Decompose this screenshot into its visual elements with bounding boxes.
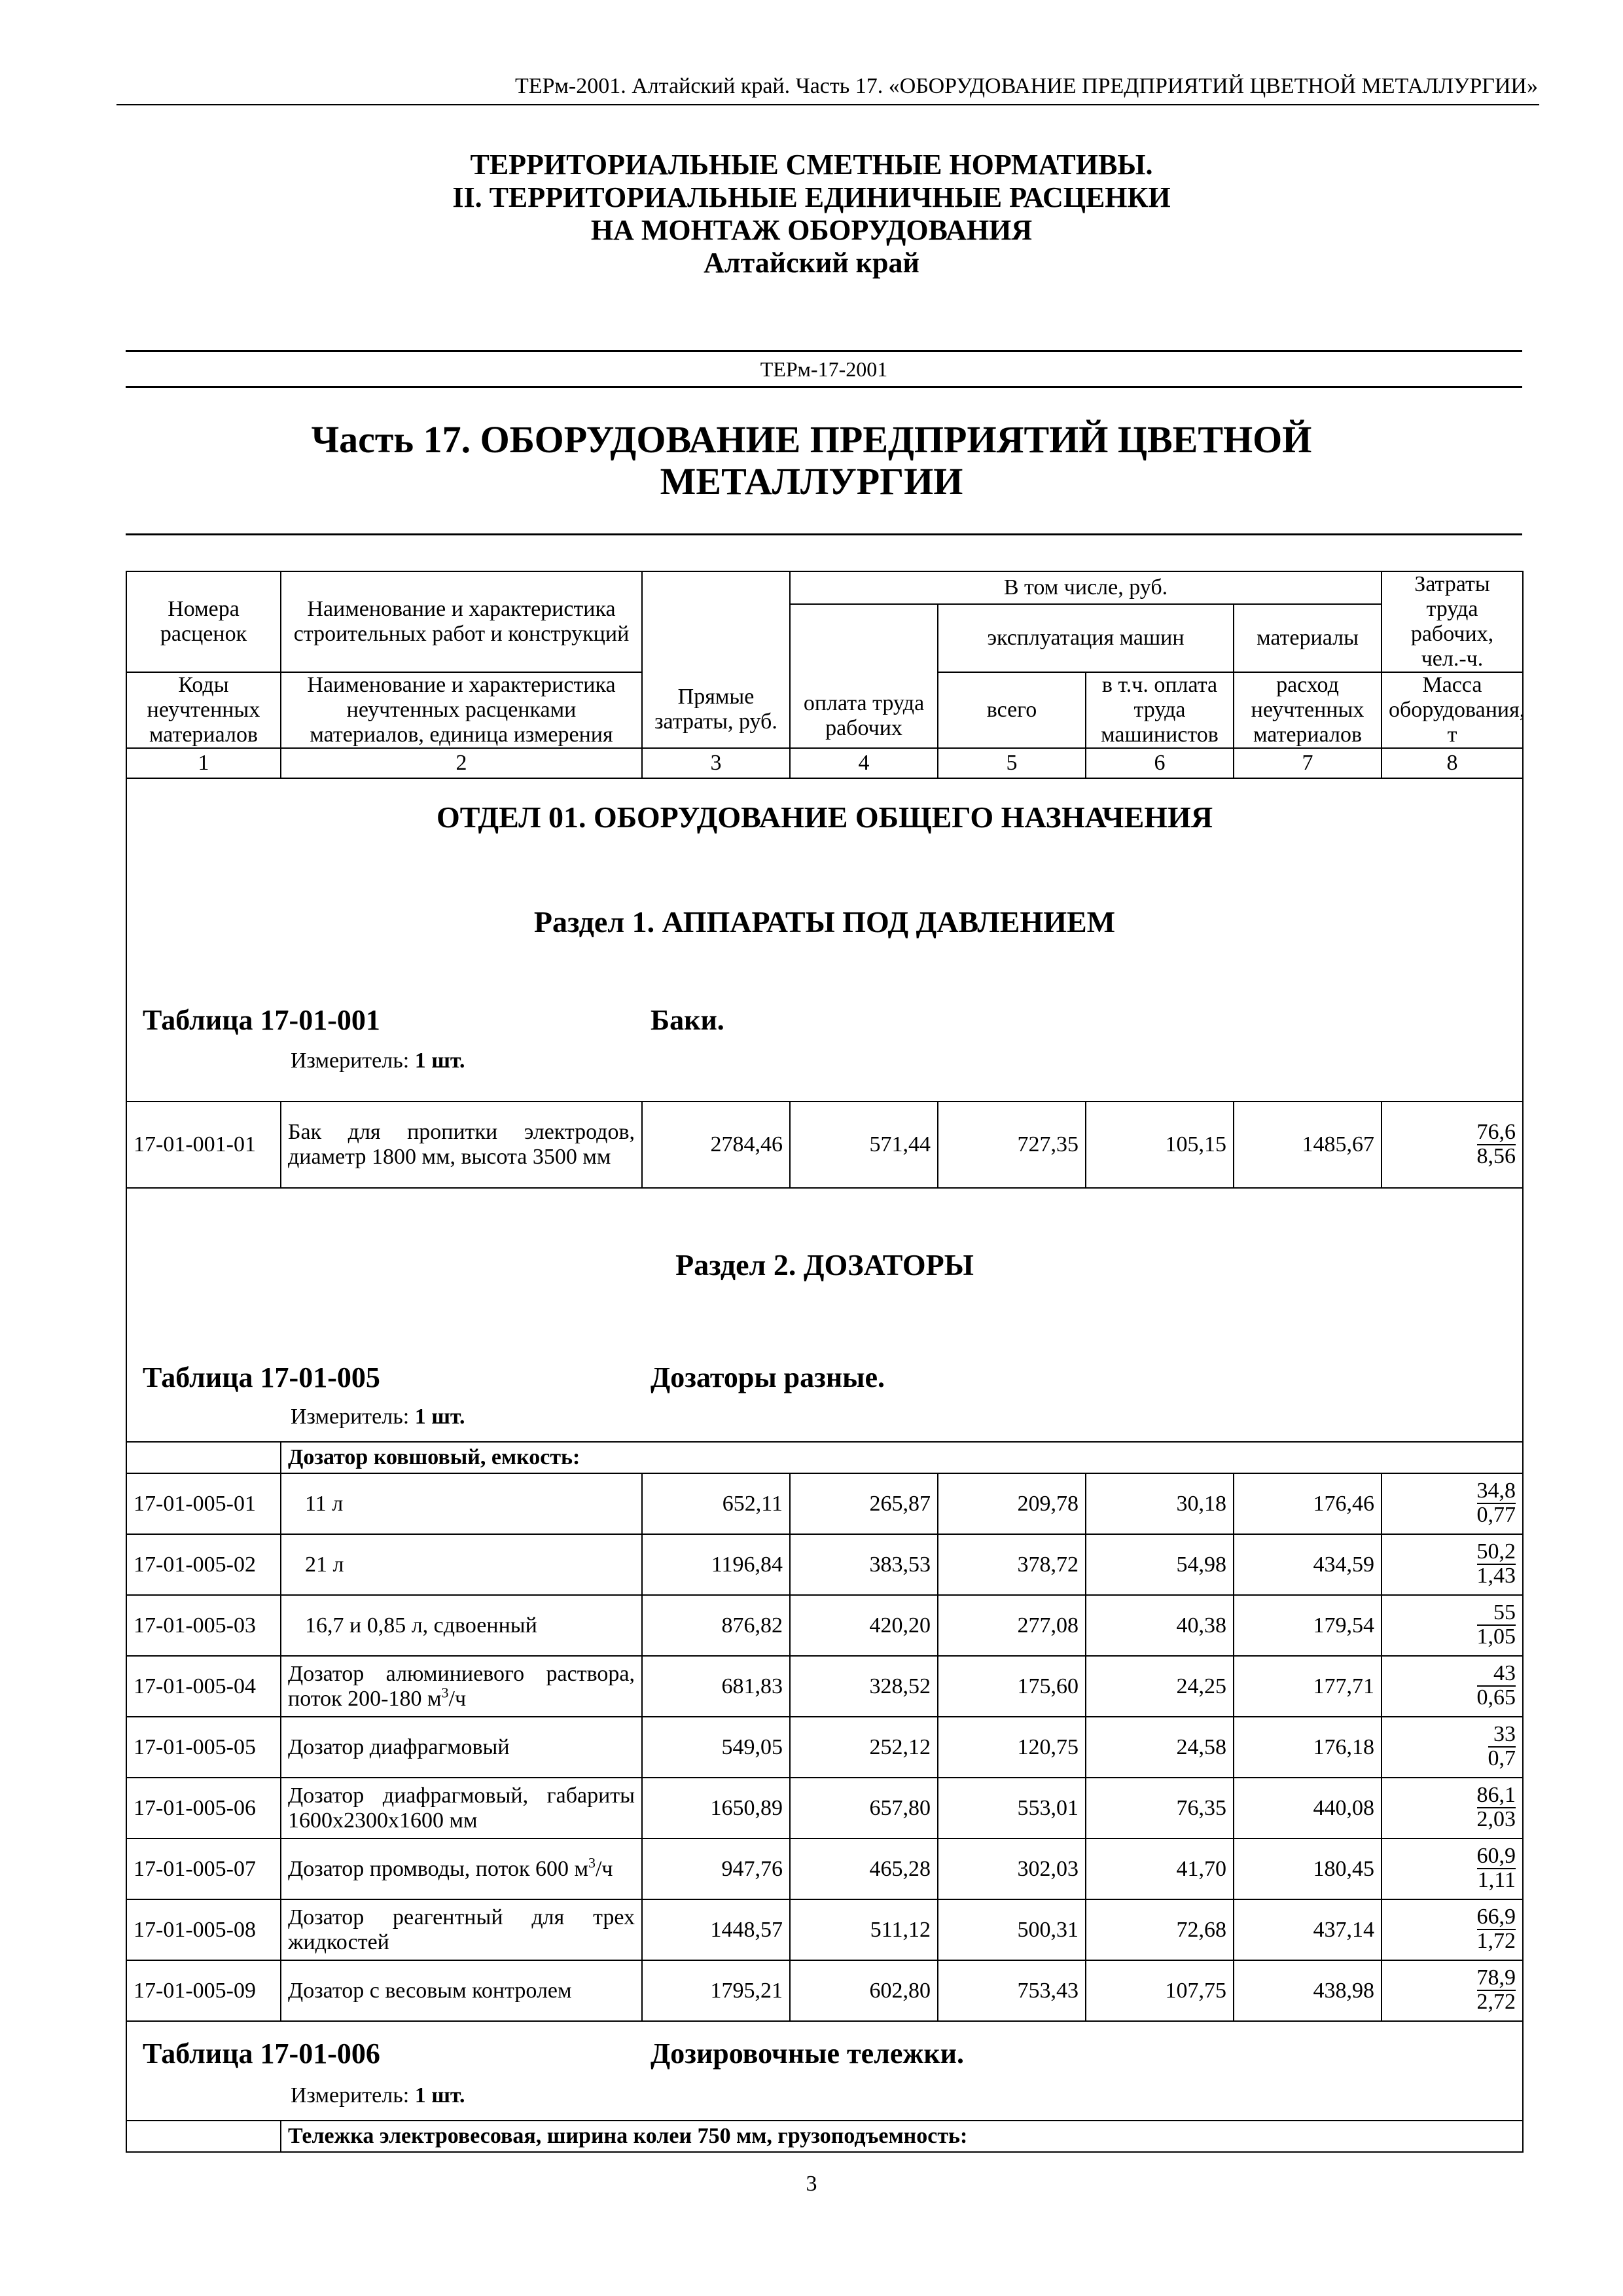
- otdel-title: ОТДЕЛ 01. ОБОРУДОВАНИЕ ОБЩЕГО НАЗНАЧЕНИЯ: [436, 800, 1213, 834]
- equipment-mass: 2,72: [1476, 1990, 1516, 2014]
- unit-label: Измеритель:: [291, 1049, 410, 1073]
- rate-code: 17-01-005-08: [126, 1899, 281, 1960]
- rate-name: Дозатор реагентный для трех жидкостей: [281, 1899, 642, 1960]
- table-row: [126, 1960, 1523, 2021]
- direct-cost: 876,82: [642, 1595, 790, 1656]
- direct-cost: 652,11: [642, 1473, 790, 1534]
- main-title-line1: ТЕРРИТОРИАЛЬНЫЕ СМЕТНЫЕ НОРМАТИВЫ.: [470, 149, 1153, 181]
- labor-mass: [1477, 1121, 1516, 1168]
- labor-cost: 657,80: [790, 1778, 938, 1839]
- table1-id: Таблица 17-01-001: [143, 1004, 380, 1036]
- materials-cost: 177,71: [1234, 1656, 1382, 1717]
- labor-hours: 76,6: [1476, 1119, 1516, 1144]
- unit-label: Измеритель:: [291, 1405, 410, 1429]
- labor-hours: 55: [1477, 1602, 1516, 1626]
- labor-hours: 60,9: [1476, 1844, 1516, 1868]
- rate-code: 17-01-005-09: [126, 1960, 281, 2021]
- direct-cost: 681,83: [642, 1656, 790, 1717]
- labor-cost: 420,20: [790, 1595, 938, 1656]
- labor-mass: [1477, 1480, 1516, 1526]
- rate-name: [281, 1839, 642, 1899]
- header-col5: всего: [938, 672, 1086, 748]
- table2-id: Таблица 17-01-005: [143, 1361, 380, 1393]
- direct-cost: 1196,84: [642, 1534, 790, 1595]
- machines-cost: 120,75: [938, 1717, 1086, 1778]
- labor-mass: [1477, 1906, 1516, 1952]
- labor-cost: 571,44: [790, 1102, 938, 1188]
- rate-name-text: Дозатор промводы, поток 600 м: [288, 1856, 588, 1881]
- machines-cost: 378,72: [938, 1534, 1086, 1595]
- labor-hours: 86,1: [1476, 1783, 1516, 1807]
- header-incl: В том числе, руб.: [790, 571, 1382, 604]
- razdel2-title: Раздел 2. ДОЗАТОРЫ: [675, 1248, 974, 1282]
- rate-code: 17-01-005-07: [126, 1839, 281, 1899]
- labor-cost: 511,12: [790, 1899, 938, 1960]
- machines-cost: 277,08: [938, 1595, 1086, 1656]
- rate-code: 17-01-005-01: [126, 1473, 281, 1534]
- labor-mass: [1477, 1967, 1516, 2013]
- section-block-2: [126, 1188, 1523, 1442]
- rate-name: Бак для пропитки электродов, диаметр 1800 мм, высота 3500 мм: [281, 1102, 642, 1188]
- operators-cost: 41,70: [1086, 1839, 1234, 1899]
- unit-value: 1 шт.: [414, 2083, 465, 2108]
- header-col7: расход неучтенных материалов: [1234, 672, 1382, 748]
- title-rule: [126, 533, 1522, 535]
- materials-cost: 180,45: [1234, 1839, 1382, 1899]
- machines-cost: 753,43: [938, 1960, 1086, 2021]
- section-block-1: [126, 778, 1523, 1102]
- labor-mass: [1477, 1662, 1516, 1709]
- materials-cost: 440,08: [1234, 1778, 1382, 1839]
- main-title-line2: II. ТЕРРИТОРИАЛЬНЫЕ ЕДИНИЧНЫЕ РАСЦЕНКИ: [452, 181, 1171, 213]
- materials-cost: 179,54: [1234, 1595, 1382, 1656]
- operators-cost: 24,58: [1086, 1717, 1234, 1778]
- labor-hours: 50,2: [1476, 1539, 1516, 1564]
- header-machines: эксплуатация машин: [938, 604, 1234, 672]
- column-number: 2: [281, 748, 642, 778]
- labor-mass: [1488, 1723, 1516, 1770]
- direct-cost: 947,76: [642, 1839, 790, 1899]
- equipment-mass: 0,7: [1488, 1746, 1516, 1770]
- rate-name: 11 л: [281, 1473, 642, 1534]
- labor-cost: 602,80: [790, 1960, 938, 2021]
- table-row: [126, 1473, 1523, 1534]
- equipment-mass: 2,03: [1476, 1807, 1516, 1831]
- table-row: [126, 1778, 1523, 1839]
- table-row: [126, 1595, 1523, 1656]
- table-row: [126, 1717, 1523, 1778]
- header-col8-bottom: Масса оборудования, т: [1382, 672, 1523, 748]
- header-col3: Прямые затраты, руб.: [642, 571, 790, 748]
- equipment-mass: 0,77: [1476, 1503, 1516, 1527]
- header-col8-top: Затраты труда рабочих, чел.-ч.: [1382, 571, 1523, 672]
- labor-mass: [1477, 1784, 1516, 1831]
- table2-subheader: Дозатор ковшовый, емкость:: [281, 1442, 1523, 1473]
- direct-cost: 2784,46: [642, 1102, 790, 1188]
- rate-name: 16,7 и 0,85 л, сдвоенный: [281, 1595, 642, 1656]
- main-title-line3: НА МОНТАЖ ОБОРУДОВАНИЯ: [590, 214, 1033, 246]
- machines-cost: 209,78: [938, 1473, 1086, 1534]
- part-title-line1: Часть 17. ОБОРУДОВАНИЕ ПРЕДПРИЯТИЙ ЦВЕТНОЙ: [311, 418, 1312, 461]
- header-col4: оплата труда рабочих: [790, 604, 938, 748]
- header-col1-bottom: Коды неучтенных материалов: [126, 672, 281, 748]
- rate-name: 21 л: [281, 1534, 642, 1595]
- labor-hours: 66,9: [1476, 1905, 1516, 1929]
- part-title-line2: МЕТАЛЛУРГИИ: [660, 460, 963, 503]
- machines-cost: 553,01: [938, 1778, 1086, 1839]
- table3-name: Дозировочные тележки.: [651, 2037, 965, 2070]
- running-header: ТЕРм-2001. Алтайский край. Часть 17. «ОБОРУДОВАНИЕ ПРЕДПРИЯТИЙ ЦВЕТНОЙ МЕТАЛЛУРГИИ»: [514, 74, 1538, 98]
- unit-superscript: 3: [588, 1854, 596, 1871]
- labor-cost: 265,87: [790, 1473, 938, 1534]
- operators-cost: 30,18: [1086, 1473, 1234, 1534]
- table1-unit: [291, 1049, 465, 1073]
- rate-code: 17-01-005-06: [126, 1778, 281, 1839]
- labor-hours: 34,8: [1476, 1479, 1516, 1503]
- header-col2-bottom: Наименование и характеристика неучтенных расценками материалов, единица измерения: [281, 672, 642, 748]
- column-numbers-row: [126, 748, 1523, 778]
- rate-name: Дозатор с весовым контролем: [281, 1960, 642, 2021]
- header-rule: [116, 104, 1539, 105]
- labor-hours: 43: [1477, 1662, 1516, 1687]
- rate-name-tail: /ч: [448, 1686, 467, 1711]
- operators-cost: 107,75: [1086, 1960, 1234, 2021]
- table-row: [126, 1656, 1523, 1717]
- rate-name: Дозатор диафрагмовый, габариты 1600х2300х1600 мм: [281, 1778, 642, 1839]
- razdel1-title: Раздел 1. АППАРАТЫ ПОД ДАВЛЕНИЕМ: [533, 905, 1116, 939]
- header-col6: в т.ч. оплата труда машинистов: [1086, 672, 1234, 748]
- table-row: [126, 1899, 1523, 1960]
- page-number: 3: [806, 2172, 817, 2196]
- table2-name: Дозаторы разные.: [651, 1361, 885, 1393]
- rate-name: Дозатор диафрагмовый: [281, 1717, 642, 1778]
- equipment-mass: 1,43: [1476, 1564, 1516, 1588]
- machines-cost: 175,60: [938, 1656, 1086, 1717]
- materials-cost: 437,14: [1234, 1899, 1382, 1960]
- labor-hours: 33: [1488, 1723, 1516, 1748]
- direct-cost: 1448,57: [642, 1899, 790, 1960]
- machines-cost: 302,03: [938, 1839, 1086, 1899]
- column-number: 5: [938, 748, 1086, 778]
- document-code: ТЕРм-17-2001: [126, 350, 1522, 388]
- operators-cost: 76,35: [1086, 1778, 1234, 1839]
- column-number: 8: [1382, 748, 1523, 778]
- column-number: 1: [126, 748, 281, 778]
- equipment-mass: 1,05: [1476, 1624, 1516, 1649]
- header-col1-top: Номера расценок: [126, 571, 281, 672]
- operators-cost: 54,98: [1086, 1534, 1234, 1595]
- section-block-3: [126, 2021, 1523, 2121]
- table-row: [126, 1534, 1523, 1595]
- direct-cost: 1795,21: [642, 1960, 790, 2021]
- table3-unit: [291, 2083, 465, 2108]
- rate-code: 17-01-005-02: [126, 1534, 281, 1595]
- labor-cost: 465,28: [790, 1839, 938, 1899]
- unit-value: 1 шт.: [414, 1049, 465, 1073]
- rate-code: 17-01-005-03: [126, 1595, 281, 1656]
- main-title-region: Алтайский край: [704, 247, 919, 279]
- column-number: 3: [642, 748, 790, 778]
- table-row: [126, 1839, 1523, 1899]
- materials-cost: 176,18: [1234, 1717, 1382, 1778]
- operators-cost: 72,68: [1086, 1899, 1234, 1960]
- unit-label: Измеритель:: [291, 2083, 410, 2108]
- equipment-mass: 1,72: [1476, 1929, 1516, 1953]
- column-number: 4: [790, 748, 938, 778]
- rate-name: [281, 1656, 642, 1717]
- machines-cost: 727,35: [938, 1102, 1086, 1188]
- labor-mass: [1477, 1541, 1516, 1587]
- column-number: 6: [1086, 748, 1234, 778]
- part-title: [0, 419, 1623, 503]
- table-row: [126, 1102, 1523, 1188]
- rates-table: [126, 571, 1524, 2153]
- direct-cost: 1650,89: [642, 1778, 790, 1839]
- unit-superscript: 3: [441, 1684, 449, 1701]
- labor-cost: 252,12: [790, 1717, 938, 1778]
- labor-cost: 383,53: [790, 1534, 938, 1595]
- direct-cost: 549,05: [642, 1717, 790, 1778]
- rate-code: 17-01-005-04: [126, 1656, 281, 1717]
- unit-value: 1 шт.: [414, 1405, 465, 1429]
- main-title: [0, 149, 1623, 279]
- labor-mass: [1477, 1845, 1516, 1892]
- table3-subheader: Тележка электровесовая, ширина колеи 750 мм, грузоподъемность:: [281, 2121, 1523, 2152]
- operators-cost: 105,15: [1086, 1102, 1234, 1188]
- materials-cost: 1485,67: [1234, 1102, 1382, 1188]
- table1-name: Баки.: [651, 1004, 724, 1036]
- materials-cost: 434,59: [1234, 1534, 1382, 1595]
- labor-mass: [1477, 1602, 1516, 1648]
- header-materials: материалы: [1234, 604, 1382, 672]
- equipment-mass: 8,56: [1476, 1143, 1516, 1168]
- operators-cost: 24,25: [1086, 1656, 1234, 1717]
- rate-name-text: Дозатор алюминиевого раствора, поток 200-180 м: [288, 1661, 635, 1711]
- rate-code: 17-01-005-05: [126, 1717, 281, 1778]
- materials-cost: 438,98: [1234, 1960, 1382, 2021]
- header-col2-top: Наименование и характеристика строительных работ и конструкций: [281, 571, 642, 672]
- labor-hours: 78,9: [1476, 1965, 1516, 1990]
- labor-cost: 328,52: [790, 1656, 938, 1717]
- table3-id: Таблица 17-01-006: [143, 2037, 380, 2070]
- equipment-mass: 1,11: [1477, 1868, 1516, 1892]
- operators-cost: 40,38: [1086, 1595, 1234, 1656]
- equipment-mass: 0,65: [1476, 1685, 1516, 1710]
- rate-code: 17-01-001-01: [126, 1102, 281, 1188]
- table2-unit: [291, 1405, 465, 1429]
- column-number: 7: [1234, 748, 1382, 778]
- materials-cost: 176,46: [1234, 1473, 1382, 1534]
- rate-name-tail: /ч: [595, 1856, 613, 1881]
- machines-cost: 500,31: [938, 1899, 1086, 1960]
